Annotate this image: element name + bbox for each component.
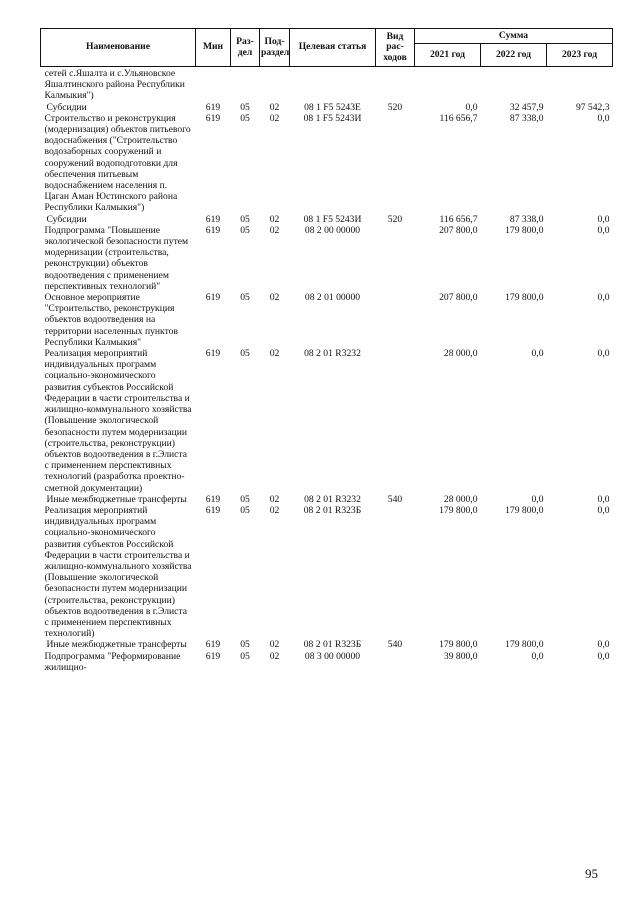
cell-razdel: 05: [240, 650, 250, 662]
table-row: [41, 494, 613, 505]
cell-2021: 207 800,0: [439, 292, 478, 304]
cell-podrazdel: 02: [269, 112, 280, 124]
cell-name: Иные межбюджетные трансферты: [46, 493, 187, 505]
cell-podrazdel: 02: [269, 224, 280, 236]
cell-2021: [415, 67, 481, 102]
cell-2022: 179 800,0: [505, 224, 544, 236]
cell-2023: 0,0: [597, 348, 610, 360]
cell-min: 619: [205, 639, 221, 651]
cell-name: Подпрограмма "Реформирование жилищно-: [44, 650, 181, 673]
cell-2022: [481, 67, 547, 102]
cell-razdel: 05: [240, 292, 250, 304]
cell-vid: [376, 348, 415, 494]
cell-razdel: 05: [240, 639, 250, 651]
cell-name: Строительство и реконструкция (модернизация) объектов питьевого водоснабжения ("Строительство водозаборных сооружений и сооружений водоподготовки для обеспечения питьевым водоснабжением населения п. Цаган Аман Юстинского района Республики Калмыкия"): [44, 112, 191, 214]
header-year-2021: 2021 год: [415, 44, 481, 67]
cell-2023: [547, 67, 613, 102]
header-year-2022: 2022 год: [481, 44, 547, 67]
cell-celevaya: 08 2 01 R323Б: [303, 639, 362, 651]
cell-2021: 179 800,0: [439, 639, 478, 651]
cell-razdel: 05: [240, 493, 250, 505]
cell-2021: 207 800,0: [439, 224, 478, 236]
cell-razdel: 05: [240, 213, 250, 225]
table-row: [41, 651, 613, 673]
cell-podrazdel: 02: [269, 101, 280, 113]
cell-min: 619: [205, 101, 221, 113]
cell-celevaya: 08 2 01 R3232: [304, 348, 361, 360]
cell-2022: 87 338,0: [509, 112, 544, 124]
cell-podrazdel: 02: [269, 493, 280, 505]
cell-2023: 0,0: [597, 224, 610, 236]
cell-2021: 179 800,0: [439, 504, 478, 516]
cell-name: Основное мероприятие "Строительство, реконструкция объектов водоотведения на территории населенных пунктов Республики Калмыкия": [44, 292, 178, 348]
cell-2022: 87 338,0: [509, 213, 544, 225]
cell-razdel: 05: [240, 504, 250, 516]
header-vid: Вид рас-ходов: [376, 29, 415, 67]
cell-vid: 540: [387, 639, 403, 651]
header-celevaya: Целевая статья: [290, 29, 376, 67]
cell-vid: 540: [387, 493, 403, 505]
cell-min: 619: [205, 650, 221, 662]
cell-vid: [376, 113, 415, 214]
cell-2021: 39 800,0: [443, 650, 478, 662]
cell-2021: 116 656,7: [439, 112, 478, 124]
cell-name: сетей с.Яшалта и с.Ульяновское Яшалтинского района Республики Калмыкия"): [44, 68, 185, 102]
cell-razdel: 05: [240, 348, 250, 360]
cell-celevaya: 08 1 F5 5243И: [303, 213, 362, 225]
table-body: [41, 67, 613, 673]
cell-name: Субсидии: [46, 213, 87, 225]
cell-name: Реализация мероприятий индивидуальных программ социально-экономического развития субъектов Российской Федерации в части строительства и жилищно-коммунального хозяйства (Повышение экологической безопасности путем модернизации (строительства, реконструкции) объектов водоотведения в г.Элиста с применением перспективных технологий (разработка проектно-сметной документации): [44, 348, 192, 494]
cell-podrazdel: 02: [269, 292, 280, 304]
cell-min: 619: [205, 112, 221, 124]
page-number: 95: [585, 866, 598, 881]
cell-celevaya: 08 1 F5 5243Е: [304, 101, 361, 113]
cell-2023: 0,0: [597, 504, 610, 516]
cell-min: 619: [205, 493, 221, 505]
header-year-2023: 2023 год: [547, 44, 613, 67]
cell-2021: 28 000,0: [443, 493, 478, 505]
cell-razdel: [231, 67, 260, 102]
cell-2023: 0,0: [597, 639, 610, 651]
cell-celevaya: 08 3 00 00000: [304, 650, 361, 662]
cell-min: 619: [205, 292, 221, 304]
cell-name: Субсидии: [46, 101, 87, 113]
table-row: [41, 113, 613, 214]
header-name: Наименование: [41, 29, 196, 67]
cell-vid: 520: [387, 101, 403, 113]
budget-table: [40, 28, 613, 673]
cell-2022: 0,0: [531, 493, 544, 505]
cell-2022: 179 800,0: [505, 639, 544, 651]
cell-2023: 0,0: [597, 213, 610, 225]
cell-podrazdel: 02: [269, 348, 280, 360]
cell-min: [196, 67, 231, 102]
cell-vid: [376, 225, 415, 292]
cell-name: Реализация мероприятий индивидуальных программ социально-экономического развития субъектов Российской Федерации в части строительства и жилищно-коммунального хозяйства (Повышение экологической безопасности путем модернизации (строительства, реконструкции) объектов водоотведения в г.Элиста с применением перспективных технологий): [44, 504, 192, 640]
cell-podrazdel: 02: [269, 639, 280, 651]
cell-2021: 28 000,0: [443, 348, 478, 360]
cell-2022: 0,0: [531, 348, 544, 360]
table-row: [41, 214, 613, 225]
cell-2022: 0,0: [531, 650, 544, 662]
cell-min: 619: [205, 213, 221, 225]
cell-min: 619: [205, 504, 221, 516]
cell-name: Иные межбюджетные трансферты: [46, 639, 187, 651]
table-header: [41, 29, 613, 67]
cell-2023: 0,0: [597, 112, 610, 124]
cell-min: 619: [205, 348, 221, 360]
header-razdel: Раз-дел: [231, 29, 260, 67]
cell-celevaya: 08 2 00 00000: [304, 224, 361, 236]
cell-vid: [376, 67, 415, 102]
cell-vid: [376, 292, 415, 348]
cell-vid: [376, 651, 415, 673]
table-row: [41, 67, 613, 102]
cell-celevaya: 08 2 01 R323Б: [303, 504, 362, 516]
cell-vid: 520: [387, 213, 403, 225]
table-row: [41, 639, 613, 650]
cell-2022: 179 800,0: [505, 292, 544, 304]
cell-vid: [376, 505, 415, 639]
table-row: [41, 505, 613, 639]
cell-podrazdel: [260, 67, 290, 102]
cell-podrazdel: 02: [269, 504, 280, 516]
header-min: Мин: [196, 29, 231, 67]
table-row: [41, 348, 613, 494]
cell-2021: 0,0: [465, 101, 478, 113]
cell-podrazdel: 02: [269, 650, 280, 662]
cell-2022: 32 457,9: [509, 101, 544, 113]
cell-podrazdel: 02: [269, 213, 280, 225]
cell-celevaya: 08 2 01 00000: [304, 292, 361, 304]
header-podrazdel: Под-раздел: [260, 29, 290, 67]
cell-2023: 0,0: [597, 292, 610, 304]
header-summa: Сумма: [415, 29, 613, 44]
cell-razdel: 05: [240, 224, 250, 236]
cell-razdel: 05: [240, 101, 250, 113]
table-row: [41, 292, 613, 348]
table-row: [41, 102, 613, 113]
cell-razdel: 05: [240, 112, 250, 124]
cell-celevaya: 08 2 01 R3232: [304, 493, 361, 505]
cell-2023: 97 542,3: [575, 101, 610, 113]
cell-2022: 179 800,0: [505, 504, 544, 516]
cell-name: Подпрограмма "Повышение экологической безопасности путем модернизации (строительства, реконструкции) объектов водоотведения с применением перспективных технологий": [44, 224, 189, 292]
table-row: [41, 225, 613, 292]
cell-celevaya: 08 1 F5 5243И: [303, 112, 362, 124]
cell-2023: 0,0: [597, 650, 610, 662]
cell-2023: 0,0: [597, 493, 610, 505]
cell-2021: 116 656,7: [439, 213, 478, 225]
cell-celevaya: [290, 67, 376, 102]
cell-min: 619: [205, 224, 221, 236]
